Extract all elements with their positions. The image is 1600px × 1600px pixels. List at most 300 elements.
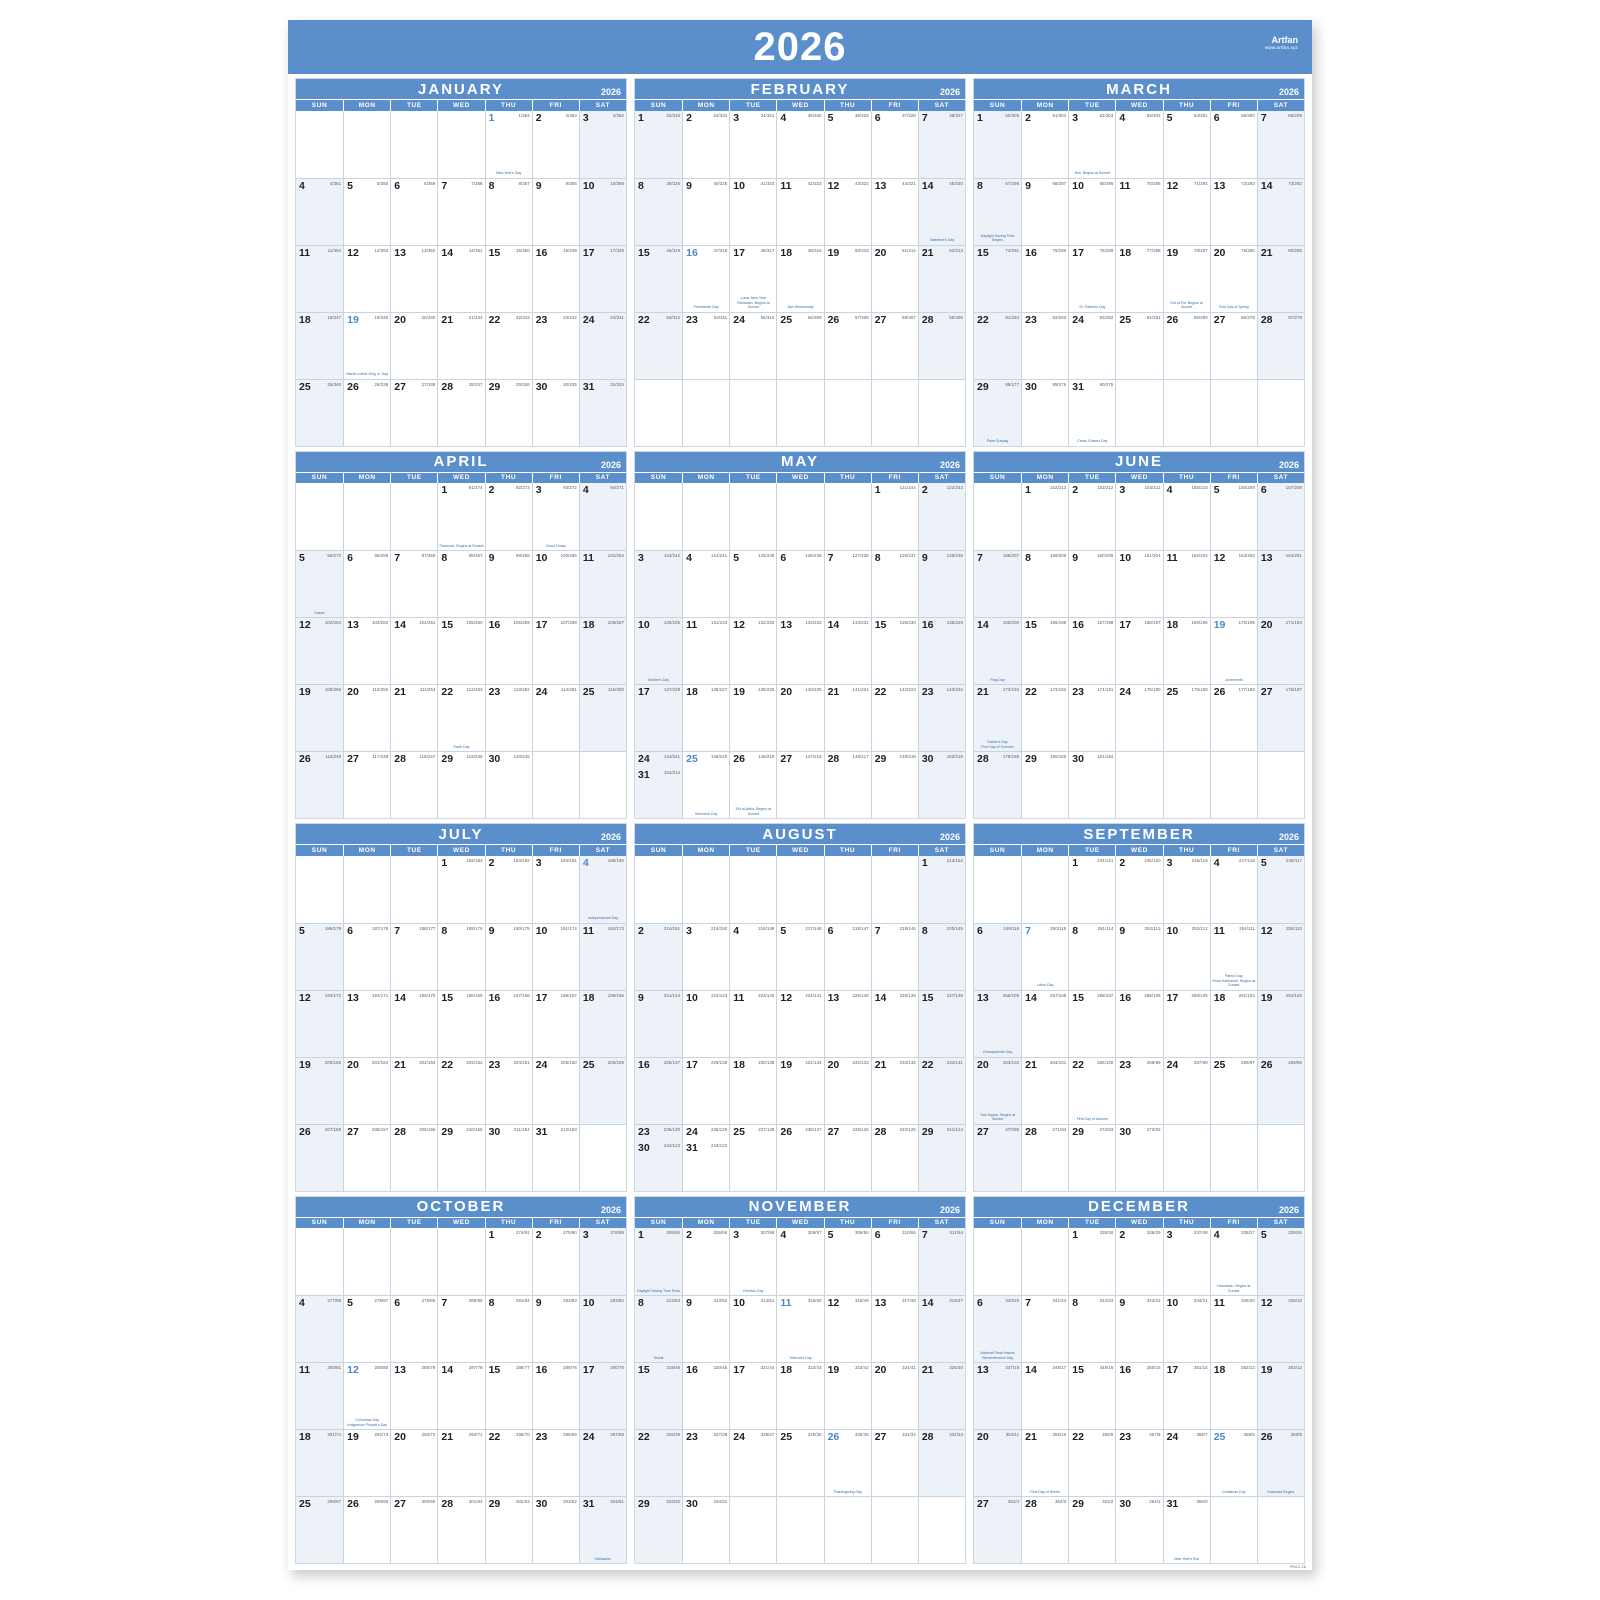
day-cell[interactable] <box>729 1057 776 1124</box>
day-cell[interactable] <box>1257 312 1304 379</box>
day-cell[interactable] <box>296 617 343 684</box>
day-cell[interactable] <box>532 379 579 446</box>
day-cell[interactable] <box>1021 379 1068 446</box>
day-cell[interactable] <box>579 483 626 550</box>
day-cell[interactable] <box>390 550 437 617</box>
day-cell[interactable] <box>1068 245 1115 312</box>
day-cell[interactable] <box>871 923 918 990</box>
day-cell[interactable] <box>974 1057 1021 1124</box>
day-cell[interactable] <box>1115 245 1162 312</box>
day-cell[interactable] <box>1257 111 1304 178</box>
day-cell[interactable] <box>1257 617 1304 684</box>
day-cell[interactable] <box>1021 111 1068 178</box>
day-cell[interactable] <box>1021 1295 1068 1362</box>
day-cell[interactable] <box>437 379 484 446</box>
day-cell[interactable] <box>974 111 1021 178</box>
day-cell[interactable] <box>437 1362 484 1429</box>
day-cell[interactable] <box>824 312 871 379</box>
day-cell[interactable] <box>1210 684 1257 751</box>
day-cell[interactable] <box>871 1124 918 1191</box>
day-cell[interactable] <box>532 617 579 684</box>
day-cell[interactable] <box>635 1057 682 1124</box>
day-cell[interactable] <box>1115 1429 1162 1496</box>
day-cell[interactable] <box>974 1124 1021 1191</box>
day-cell[interactable] <box>1210 923 1257 990</box>
day-cell[interactable] <box>1068 312 1115 379</box>
day-cell[interactable] <box>635 1228 682 1295</box>
day-cell[interactable] <box>974 550 1021 617</box>
day-cell[interactable] <box>296 379 343 446</box>
day-cell[interactable] <box>1115 856 1162 923</box>
day-cell[interactable] <box>682 312 729 379</box>
day-cell[interactable] <box>1163 1362 1210 1429</box>
day-cell[interactable] <box>390 379 437 446</box>
day-cell[interactable] <box>437 856 484 923</box>
day-cell[interactable] <box>682 178 729 245</box>
day-cell[interactable] <box>437 1295 484 1362</box>
day-cell[interactable] <box>437 684 484 751</box>
day-cell[interactable] <box>1257 684 1304 751</box>
day-cell[interactable] <box>1163 684 1210 751</box>
day-cell[interactable] <box>682 245 729 312</box>
day-cell[interactable] <box>1021 751 1068 818</box>
day-cell[interactable] <box>579 856 626 923</box>
day-cell[interactable] <box>1163 1429 1210 1496</box>
day-cell[interactable] <box>824 1124 871 1191</box>
day-cell[interactable] <box>296 990 343 1057</box>
day-cell[interactable] <box>918 751 965 818</box>
day-cell[interactable] <box>579 111 626 178</box>
day-cell[interactable] <box>974 312 1021 379</box>
day-cell[interactable] <box>390 1362 437 1429</box>
day-cell[interactable] <box>296 923 343 990</box>
day-cell[interactable] <box>296 312 343 379</box>
day-cell[interactable] <box>485 684 532 751</box>
day-cell[interactable] <box>1210 550 1257 617</box>
day-cell[interactable] <box>1163 923 1210 990</box>
day-cell[interactable] <box>296 1496 343 1563</box>
day-cell[interactable] <box>1257 923 1304 990</box>
day-cell[interactable] <box>824 1057 871 1124</box>
day-cell[interactable] <box>1021 923 1068 990</box>
day-cell[interactable] <box>871 617 918 684</box>
day-cell[interactable] <box>1068 1228 1115 1295</box>
day-cell[interactable] <box>824 990 871 1057</box>
day-cell[interactable] <box>635 923 682 990</box>
day-cell[interactable] <box>1115 111 1162 178</box>
day-cell[interactable] <box>776 923 823 990</box>
day-cell[interactable] <box>682 1295 729 1362</box>
day-cell[interactable] <box>635 684 682 751</box>
day-cell[interactable] <box>824 550 871 617</box>
day-cell[interactable] <box>635 245 682 312</box>
day-cell[interactable] <box>343 550 390 617</box>
day-cell[interactable] <box>974 923 1021 990</box>
day-cell[interactable] <box>776 111 823 178</box>
day-cell[interactable] <box>918 1057 965 1124</box>
day-cell[interactable] <box>485 856 532 923</box>
day-cell[interactable] <box>437 1496 484 1563</box>
day-cell[interactable] <box>579 550 626 617</box>
day-cell[interactable] <box>437 483 484 550</box>
day-cell[interactable] <box>729 1362 776 1429</box>
day-cell[interactable] <box>485 111 532 178</box>
day-cell[interactable] <box>682 617 729 684</box>
day-cell[interactable] <box>682 684 729 751</box>
day-cell[interactable] <box>824 684 871 751</box>
day-cell[interactable] <box>1068 856 1115 923</box>
day-cell[interactable] <box>974 178 1021 245</box>
day-cell[interactable] <box>871 245 918 312</box>
day-cell[interactable] <box>776 617 823 684</box>
day-cell[interactable] <box>1021 312 1068 379</box>
day-cell[interactable] <box>485 1228 532 1295</box>
day-cell[interactable] <box>390 312 437 379</box>
day-cell[interactable] <box>532 923 579 990</box>
day-cell[interactable] <box>1068 684 1115 751</box>
day-cell[interactable] <box>296 1295 343 1362</box>
day-cell[interactable] <box>1115 1362 1162 1429</box>
day-cell[interactable] <box>579 1429 626 1496</box>
day-cell[interactable] <box>437 923 484 990</box>
day-cell[interactable] <box>1068 1362 1115 1429</box>
day-cell[interactable] <box>1257 856 1304 923</box>
day-cell[interactable] <box>918 923 965 990</box>
day-cell[interactable] <box>918 550 965 617</box>
day-cell[interactable] <box>1163 550 1210 617</box>
day-cell[interactable] <box>579 617 626 684</box>
day-cell[interactable] <box>871 684 918 751</box>
day-cell[interactable] <box>1115 923 1162 990</box>
day-cell[interactable] <box>974 617 1021 684</box>
day-cell[interactable] <box>1210 856 1257 923</box>
day-cell[interactable] <box>635 1496 682 1563</box>
day-cell[interactable] <box>579 312 626 379</box>
day-cell[interactable] <box>974 1295 1021 1362</box>
day-cell[interactable] <box>485 379 532 446</box>
day-cell[interactable] <box>729 178 776 245</box>
day-cell[interactable] <box>871 178 918 245</box>
day-cell[interactable] <box>1021 617 1068 684</box>
day-cell[interactable] <box>635 312 682 379</box>
day-cell[interactable] <box>1115 1496 1162 1563</box>
day-cell[interactable] <box>343 245 390 312</box>
day-cell[interactable] <box>532 1496 579 1563</box>
day-cell[interactable] <box>1021 1496 1068 1563</box>
day-cell[interactable] <box>485 483 532 550</box>
day-cell[interactable] <box>824 923 871 990</box>
day-cell[interactable] <box>871 1295 918 1362</box>
day-cell[interactable] <box>1257 245 1304 312</box>
day-cell[interactable] <box>343 1496 390 1563</box>
day-cell[interactable] <box>485 1124 532 1191</box>
day-cell[interactable] <box>485 1295 532 1362</box>
day-cell[interactable] <box>485 1362 532 1429</box>
day-cell[interactable] <box>776 1057 823 1124</box>
day-cell[interactable] <box>579 990 626 1057</box>
day-cell[interactable] <box>390 990 437 1057</box>
day-cell[interactable] <box>871 483 918 550</box>
day-cell[interactable] <box>918 684 965 751</box>
day-cell[interactable] <box>776 245 823 312</box>
day-cell[interactable] <box>532 1295 579 1362</box>
day-cell[interactable] <box>776 684 823 751</box>
day-cell[interactable] <box>437 1057 484 1124</box>
day-cell[interactable] <box>776 312 823 379</box>
day-cell[interactable] <box>871 1057 918 1124</box>
day-cell[interactable] <box>824 111 871 178</box>
day-cell[interactable] <box>579 1228 626 1295</box>
day-cell[interactable] <box>532 990 579 1057</box>
day-cell[interactable] <box>1068 550 1115 617</box>
day-cell[interactable] <box>1257 1057 1304 1124</box>
day-cell[interactable] <box>437 312 484 379</box>
day-cell[interactable] <box>1068 1295 1115 1362</box>
day-cell[interactable] <box>579 1295 626 1362</box>
day-cell[interactable] <box>1021 245 1068 312</box>
day-cell[interactable] <box>1068 751 1115 818</box>
day-cell[interactable] <box>437 550 484 617</box>
day-cell[interactable] <box>1257 178 1304 245</box>
day-cell[interactable] <box>1257 1429 1304 1496</box>
day-cell[interactable] <box>729 1228 776 1295</box>
day-cell[interactable] <box>1021 1124 1068 1191</box>
day-cell[interactable] <box>1257 1362 1304 1429</box>
day-cell[interactable] <box>682 1429 729 1496</box>
day-cell[interactable] <box>390 1295 437 1362</box>
day-cell[interactable] <box>296 178 343 245</box>
day-cell[interactable] <box>1257 550 1304 617</box>
day-cell[interactable] <box>729 684 776 751</box>
day-cell[interactable] <box>682 1496 729 1563</box>
day-cell[interactable] <box>1257 1295 1304 1362</box>
day-cell[interactable] <box>343 990 390 1057</box>
day-cell[interactable] <box>1163 178 1210 245</box>
day-cell[interactable] <box>1021 1429 1068 1496</box>
day-cell[interactable] <box>918 856 965 923</box>
day-cell[interactable] <box>1210 1362 1257 1429</box>
day-cell[interactable] <box>1021 1057 1068 1124</box>
day-cell[interactable] <box>1163 617 1210 684</box>
day-cell[interactable] <box>296 751 343 818</box>
day-cell[interactable] <box>296 245 343 312</box>
day-cell[interactable] <box>918 1362 965 1429</box>
day-cell[interactable] <box>532 856 579 923</box>
day-cell[interactable] <box>729 617 776 684</box>
day-cell[interactable] <box>1163 245 1210 312</box>
day-cell[interactable] <box>437 245 484 312</box>
day-cell[interactable] <box>1163 1496 1210 1563</box>
day-cell[interactable] <box>1021 1362 1068 1429</box>
day-cell[interactable] <box>824 751 871 818</box>
day-cell[interactable] <box>824 1228 871 1295</box>
day-cell[interactable] <box>729 1295 776 1362</box>
day-cell[interactable] <box>682 1057 729 1124</box>
day-cell[interactable] <box>1021 550 1068 617</box>
day-cell[interactable] <box>485 178 532 245</box>
day-cell[interactable] <box>918 1429 965 1496</box>
day-cell[interactable] <box>437 617 484 684</box>
day-cell[interactable] <box>390 1057 437 1124</box>
day-cell[interactable] <box>871 990 918 1057</box>
day-cell[interactable] <box>532 1057 579 1124</box>
day-cell[interactable] <box>1210 245 1257 312</box>
day-cell[interactable] <box>532 1429 579 1496</box>
day-cell[interactable] <box>918 111 965 178</box>
day-cell[interactable] <box>635 1362 682 1429</box>
day-cell[interactable] <box>776 1362 823 1429</box>
day-cell[interactable] <box>682 1362 729 1429</box>
day-cell[interactable] <box>1210 1429 1257 1496</box>
day-cell[interactable] <box>635 990 682 1057</box>
day-cell[interactable] <box>635 751 682 818</box>
day-cell[interactable] <box>635 617 682 684</box>
day-cell[interactable] <box>824 1362 871 1429</box>
day-cell[interactable] <box>579 923 626 990</box>
day-cell[interactable] <box>343 1362 390 1429</box>
day-cell[interactable] <box>343 684 390 751</box>
day-cell[interactable] <box>390 1429 437 1496</box>
day-cell[interactable] <box>682 990 729 1057</box>
day-cell[interactable] <box>635 1295 682 1362</box>
day-cell[interactable] <box>296 1124 343 1191</box>
day-cell[interactable] <box>579 1496 626 1563</box>
day-cell[interactable] <box>871 1429 918 1496</box>
day-cell[interactable] <box>1068 1057 1115 1124</box>
day-cell[interactable] <box>343 617 390 684</box>
day-cell[interactable] <box>532 111 579 178</box>
day-cell[interactable] <box>437 990 484 1057</box>
day-cell[interactable] <box>871 1362 918 1429</box>
day-cell[interactable] <box>1163 111 1210 178</box>
day-cell[interactable] <box>918 245 965 312</box>
day-cell[interactable] <box>390 751 437 818</box>
day-cell[interactable] <box>1163 856 1210 923</box>
day-cell[interactable] <box>871 751 918 818</box>
day-cell[interactable] <box>824 617 871 684</box>
day-cell[interactable] <box>635 550 682 617</box>
day-cell[interactable] <box>1163 990 1210 1057</box>
day-cell[interactable] <box>918 1295 965 1362</box>
day-cell[interactable] <box>824 245 871 312</box>
day-cell[interactable] <box>682 550 729 617</box>
day-cell[interactable] <box>485 1496 532 1563</box>
day-cell[interactable] <box>1163 312 1210 379</box>
day-cell[interactable] <box>682 751 729 818</box>
day-cell[interactable] <box>1068 111 1115 178</box>
day-cell[interactable] <box>579 1057 626 1124</box>
day-cell[interactable] <box>824 1429 871 1496</box>
day-cell[interactable] <box>1068 923 1115 990</box>
day-cell[interactable] <box>974 751 1021 818</box>
day-cell[interactable] <box>1257 483 1304 550</box>
day-cell[interactable] <box>437 751 484 818</box>
day-cell[interactable] <box>918 617 965 684</box>
day-cell[interactable] <box>682 1124 729 1191</box>
day-cell[interactable] <box>485 1429 532 1496</box>
day-cell[interactable] <box>390 684 437 751</box>
day-cell[interactable] <box>871 111 918 178</box>
day-cell[interactable] <box>343 1124 390 1191</box>
day-cell[interactable] <box>729 751 776 818</box>
day-cell[interactable] <box>974 1362 1021 1429</box>
day-cell[interactable] <box>296 684 343 751</box>
day-cell[interactable] <box>776 990 823 1057</box>
day-cell[interactable] <box>1068 1124 1115 1191</box>
day-cell[interactable] <box>390 1124 437 1191</box>
day-cell[interactable] <box>918 1228 965 1295</box>
day-cell[interactable] <box>918 312 965 379</box>
day-cell[interactable] <box>485 550 532 617</box>
day-cell[interactable] <box>296 1429 343 1496</box>
day-cell[interactable] <box>1068 483 1115 550</box>
day-cell[interactable] <box>390 923 437 990</box>
day-cell[interactable] <box>729 923 776 990</box>
day-cell[interactable] <box>1210 1295 1257 1362</box>
day-cell[interactable] <box>974 379 1021 446</box>
day-cell[interactable] <box>1115 1295 1162 1362</box>
day-cell[interactable] <box>532 483 579 550</box>
day-cell[interactable] <box>776 1429 823 1496</box>
day-cell[interactable] <box>974 1429 1021 1496</box>
day-cell[interactable] <box>974 990 1021 1057</box>
day-cell[interactable] <box>635 1124 682 1191</box>
day-cell[interactable] <box>1115 1124 1162 1191</box>
day-cell[interactable] <box>918 483 965 550</box>
day-cell[interactable] <box>1210 178 1257 245</box>
day-cell[interactable] <box>1163 483 1210 550</box>
day-cell[interactable] <box>1115 550 1162 617</box>
day-cell[interactable] <box>343 923 390 990</box>
day-cell[interactable] <box>485 312 532 379</box>
day-cell[interactable] <box>390 245 437 312</box>
day-cell[interactable] <box>635 111 682 178</box>
day-cell[interactable] <box>343 1429 390 1496</box>
day-cell[interactable] <box>1115 617 1162 684</box>
day-cell[interactable] <box>390 178 437 245</box>
day-cell[interactable] <box>871 550 918 617</box>
day-cell[interactable] <box>871 312 918 379</box>
day-cell[interactable] <box>729 111 776 178</box>
day-cell[interactable] <box>437 1124 484 1191</box>
day-cell[interactable] <box>1210 111 1257 178</box>
day-cell[interactable] <box>437 1429 484 1496</box>
day-cell[interactable] <box>485 245 532 312</box>
day-cell[interactable] <box>1021 990 1068 1057</box>
day-cell[interactable] <box>532 550 579 617</box>
day-cell[interactable] <box>343 1057 390 1124</box>
day-cell[interactable] <box>974 684 1021 751</box>
day-cell[interactable] <box>1115 1057 1162 1124</box>
day-cell[interactable] <box>682 1228 729 1295</box>
day-cell[interactable] <box>682 111 729 178</box>
day-cell[interactable] <box>776 751 823 818</box>
day-cell[interactable] <box>579 379 626 446</box>
day-cell[interactable] <box>532 1362 579 1429</box>
day-cell[interactable] <box>1021 178 1068 245</box>
day-cell[interactable] <box>824 1295 871 1362</box>
day-cell[interactable] <box>918 1124 965 1191</box>
day-cell[interactable] <box>776 1295 823 1362</box>
day-cell[interactable] <box>918 178 965 245</box>
day-cell[interactable] <box>390 617 437 684</box>
day-cell[interactable] <box>1068 1496 1115 1563</box>
day-cell[interactable] <box>343 379 390 446</box>
day-cell[interactable] <box>974 245 1021 312</box>
day-cell[interactable] <box>1021 684 1068 751</box>
day-cell[interactable] <box>918 990 965 1057</box>
day-cell[interactable] <box>532 245 579 312</box>
